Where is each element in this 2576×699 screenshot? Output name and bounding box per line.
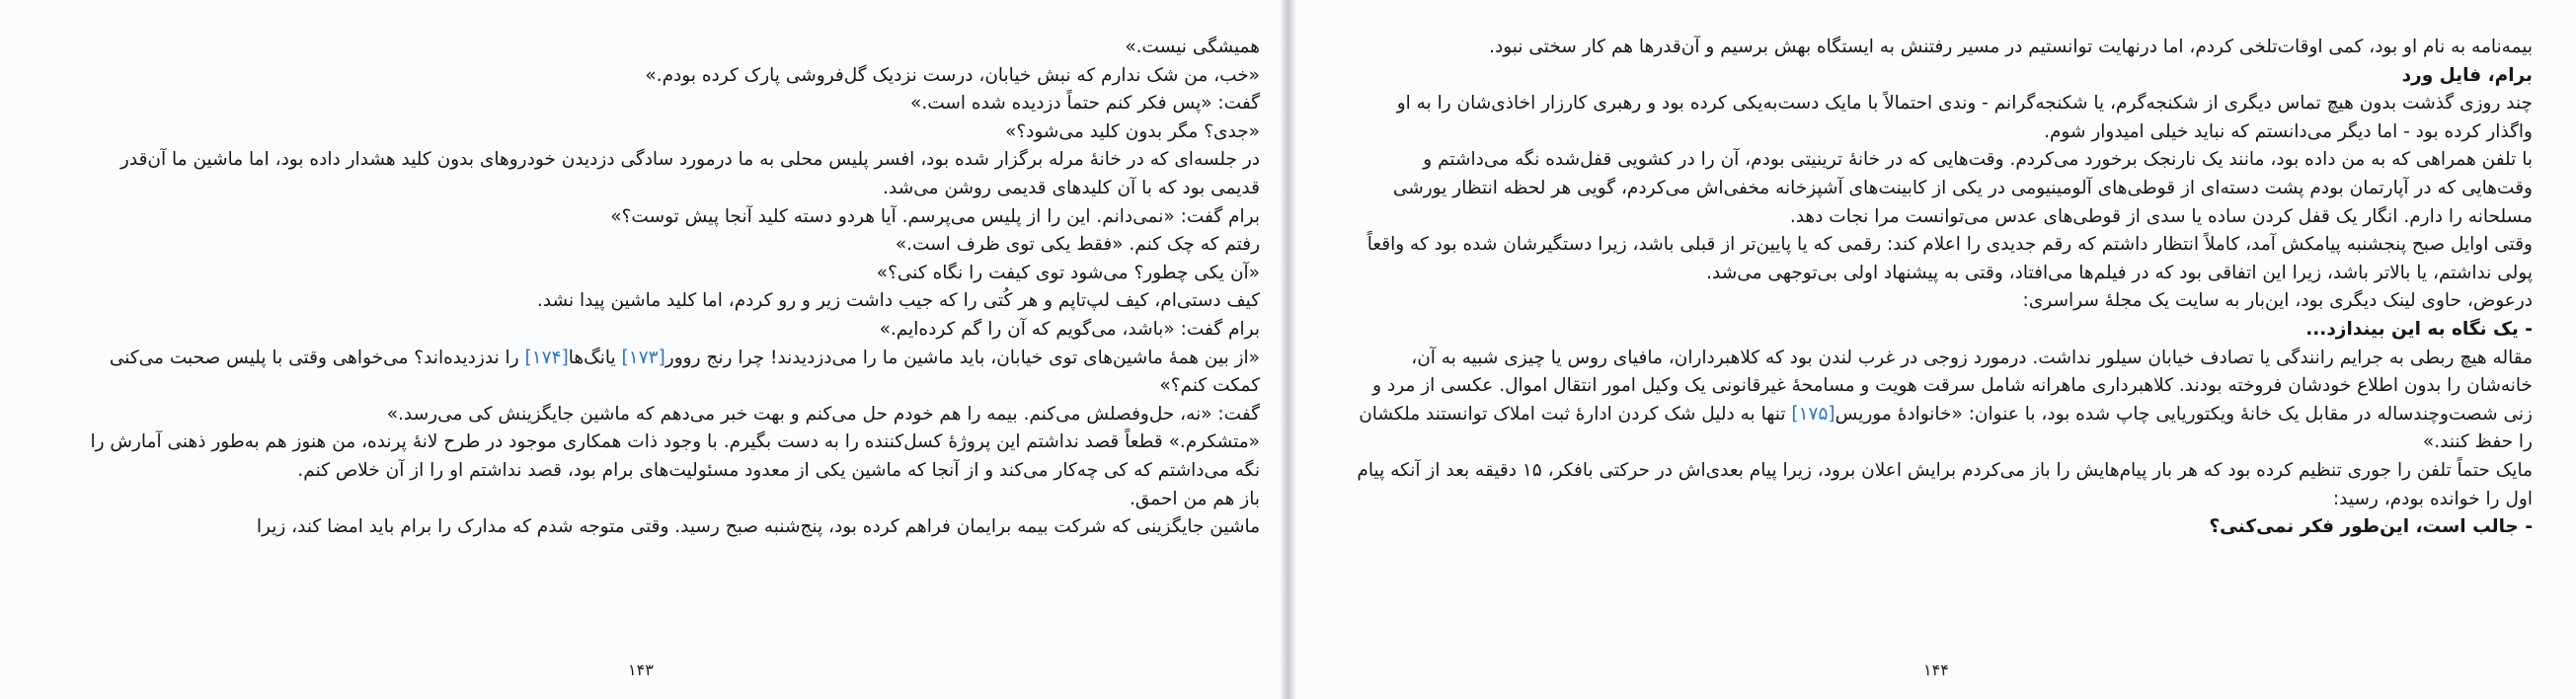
right-page-text <box>1347 34 2533 542</box>
footnote-reference-link[interactable]: [۱۷۵] <box>1791 403 1835 425</box>
paragraph: «خب، من شک ندارم که نبش خیابان، درست نزدیک گل‌فروشی پارک کرده بودم.» <box>645 64 1260 86</box>
footnote-reference-link[interactable]: [۱۷۳] <box>621 347 665 368</box>
paragraph: مایک حتماً تلفن را جوری تنظیم کرده بود که هر بار پیام‌هایش را باز می‌کردم برایش اعلان برود، زیرا پیام بعدی‌اش در حرکتی بافکر، ۱۵ دقیقه بعد از آنکه پیام اول را خوانده بودم، رسید: <box>1357 459 2533 509</box>
paragraph: درعوض، حاوی لینک دیگری بود، این‌بار به سایت یک مجلهٔ سراسری: <box>2022 290 2533 312</box>
message-heading: - جالب است، این‌طور فکر نمی‌کنی؟ <box>2209 516 2533 538</box>
paragraph: «جدی؟ مگر بدون کلید می‌شود؟» <box>1005 120 1260 142</box>
message-heading: - یک نگاه به این بیندازد... <box>2305 318 2533 340</box>
paragraph-text: مقاله هیچ ربطی به جرایم رانندگی یا تصادف خیابان سیلور نداشت. درمورد زوجی در غرب لندن بود که کلاهبرداران، مافیای روس یا چیزی شبیه به آن، خانه‌شان را بدون اطلاع خودشان فروخته بودند. کلاهبرداری ماهرانه شامل سرقت هویت و مسامحهٔ غیرقانونی یک وکیل امور انتقال اموال. عکسی از مرد و زنی شصت‌وچندساله در مقابل یک خانهٔ ویکتوریایی چاپ شده بود، با عنوان: «خانوادهٔ موریس <box>1372 347 2533 425</box>
paragraph: چند روزی گذشت بدون هیچ تماس دیگری از شکنجه‌گرم، یا شکنجه‌گرانم - وندی احتمالاً با مایک دست‌به‌یکی کرده بود و رهبری کارزار اخاذی‌شان را به او واگذار کرده بود - اما دیگر می‌دانستم که نباید خیلی امیدوار شوم. <box>1396 93 2533 142</box>
paragraph-text: «از بین همهٔ ماشین‌های توی خیابان، باید ماشین ما را می‌دزدیدند! چرا رنج روور <box>664 347 1260 368</box>
paragraph: همیشگی نیست.» <box>1125 37 1260 57</box>
paragraph-text: را ندزدیده‌اند؟ می‌خواهی وقتی با پلیس صحبت می‌کنی کمکت کنم؟» <box>109 347 1260 397</box>
paragraph: وقتی اوایل صبح پنجشنبه پیامکش آمد، کاملاً انتظار داشتم که رقم جدیدی را اعلام کند: رقمی که یا پایین‌تر از قبلی باشد، زیرا دستگیرشان شده بود که واقعاً پولی نداشتم، یا بالاتر باشد، زیرا این اتفاقی بود که در فیلم‌ها می‌افتاد، وقتی به پیشنهاد اولی بی‌توجهی می‌شد. <box>1366 234 2533 283</box>
paragraph: ماشین جایگزینی که شرکت بیمه برایمان فراهم کرده بود، پنج‌شنبه صبح رسید. وقتی متوجه شدم که مدارک را برام باید امضا کند، زیرا <box>256 516 1260 538</box>
paragraph-with-reference <box>1347 345 2533 457</box>
paragraph: «متشکرم.» قطعاً قصد نداشتم این پروژهٔ کسل‌کننده را به دست بگیرم. با وجود ذات همکاری موجود در طرح لانهٔ پرنده، من هنوز هم به‌طور ذهنی آمارش را نگه می‌داشتم که کی چه‌کار می‌کند و از آنجا که ماشین یکی از معدود مسئولیت‌های برام بود، قصد نداشتم او را از آن خلاص کنم. <box>90 431 1260 481</box>
paragraph: بیمه‌نامه به نام او بود، کمی اوقات‌تلخی کردم، اما درنهایت توانستیم در مسیر رفتنش به ایستگاه بهش برسیم و آن‌قدرها هم کار سختی نبود. <box>1489 37 2533 57</box>
left-page-text <box>77 34 1260 542</box>
paragraph: در جلسه‌ای که در خانهٔ مرله برگزار شده بود، افسر پلیس محلی به ما درمورد سادگی دزدیدن خودروهای بدون کلید هشدار داده بود، اما ماشین ما آن‌قدر قدیمی بود که با آن کلیدهای قدیمی روشن می‌شد. <box>119 149 1260 198</box>
paragraph: رفتم که چک کنم. «فقط یکی توی ظرف است.» <box>895 234 1260 256</box>
page-number: ۱۴۳ <box>628 660 654 679</box>
left-page <box>0 0 1281 699</box>
paragraph: گفت: «نه، حل‌وفصلش می‌کنم. بیمه را هم خودم حل می‌کنم و بهت خبر می‌دهم که ماشین جایگزینش کی می‌رسد.» <box>386 403 1260 425</box>
right-page <box>1295 0 2576 699</box>
paragraph: «آن یکی چطور؟ می‌شود توی کیفت را نگاه کنی؟» <box>876 262 1260 283</box>
section-heading: برام، فایل ورد <box>2401 64 2533 86</box>
paragraph: با تلفن همراهی که به من داده بود، مانند یک نارنجک برخورد می‌کردم. وقت‌هایی که در خانهٔ ترینیتی بودم، آن را در کشویی قفل‌شده نگه می‌داشتم و وقت‌هایی که در آپارتمان بودم پشت دسته‌ای از قوطی‌های آلومینیومی در یکی از کابینت‌های آشپزخانه مخفی‌اش می‌کردم، گویی هر لحظه انتظار یورشی مسلحانه را دارم. انگار یک قفل کردن ساده یا سدی از قوطی‌های عدس می‌توانست مرا نجات دهد. <box>1392 149 2533 227</box>
paragraph: گفت: «پس فکر کنم حتماً دزدیده شده است.» <box>910 93 1260 115</box>
paragraph: باز هم من احمق. <box>1129 488 1260 509</box>
paragraph: برام گفت: «نمی‌دانم. این را از پلیس می‌پرسم. آیا هردو دسته کلید آنجا پیش توست؟» <box>610 205 1260 227</box>
paragraph-text: تنها به دلیل شک کردن ادارهٔ ثبت املاک توانستند ملکشان را حفظ کنند.» <box>1359 403 2533 453</box>
footnote-reference-link[interactable]: [۱۷۴] <box>524 347 569 368</box>
paragraph-with-references <box>77 345 1260 401</box>
paragraph: برام گفت: «باشد، می‌گویم که آن را گم کرده‌ایم.» <box>879 318 1260 340</box>
page-number: ۱۴۴ <box>1923 660 1949 679</box>
book-gutter <box>1281 0 1295 699</box>
paragraph: کیف دستی‌ام، کیف لپ‌تاپم و هر کُتی را که جیب داشت زیر و رو کردم، اما کلید ماشین پیدا نشد. <box>536 290 1260 312</box>
paragraph-text: یانگ‌ها <box>568 347 622 368</box>
